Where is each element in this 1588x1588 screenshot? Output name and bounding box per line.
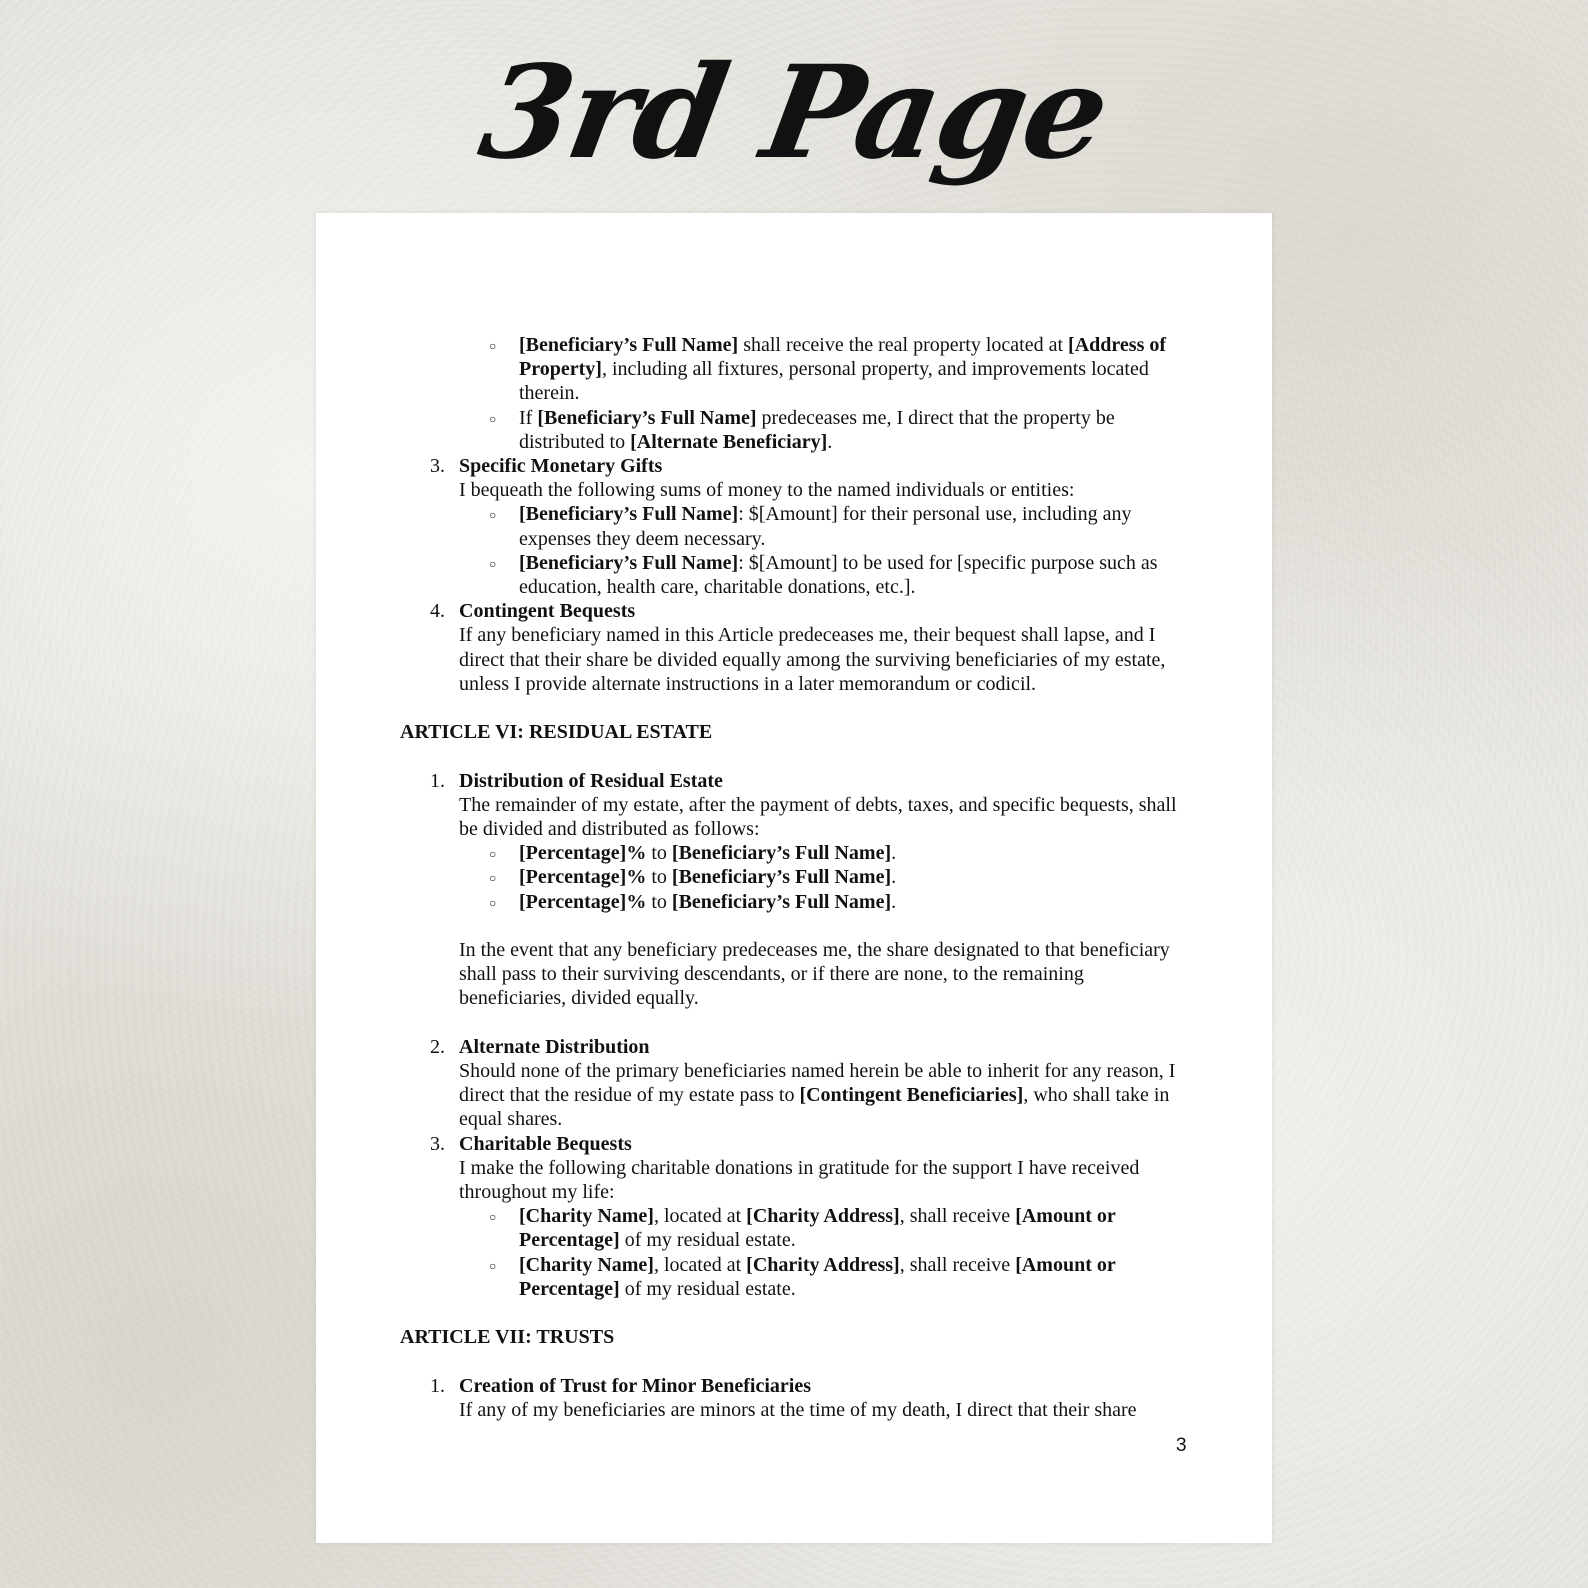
list-item: ○ [Percentage]% to [Beneficiary’s Full Name]. [400, 841, 1190, 865]
list-item: ○ [Percentage]% to [Beneficiary’s Full Name]. [400, 890, 1190, 914]
numbered-item: 4. Contingent Bequests [430, 600, 636, 623]
list-item: ○ [Percentage]% to [Beneficiary’s Full Name]. [400, 865, 1190, 889]
list-item: ○ [Charity Name], located at [Charity Address], shall receive [Amount or Percentage] of my residual estate. [400, 1204, 1190, 1252]
list-item: ○ If [Beneficiary’s Full Name] predeceases me, I direct that the property be distributed to [Alternate Beneficiary]. [400, 406, 1190, 454]
list-item: ○ [Beneficiary’s Full Name]: $[Amount] for their personal use, including any expenses they deem necessary. [400, 502, 1190, 550]
item-text: If any of my beneficiaries are minors at the time of my death, I direct that their share [459, 1398, 1137, 1421]
numbered-item: 3. Specific Monetary Gifts [430, 455, 663, 478]
numbered-item: 1. Creation of Trust for Minor Beneficiaries [430, 1374, 811, 1397]
list-item: ○ [Beneficiary’s Full Name] shall receive the real property located at [Address of Property], including all fixtures, personal property, and improvements located therein. [400, 333, 1190, 406]
numbered-item: 2. Alternate Distribution [430, 1035, 650, 1058]
document-body [400, 333, 1190, 1422]
list-item: ○ [Charity Name], located at [Charity Address], shall receive [Amount or Percentage] of my residual estate. [400, 1253, 1190, 1301]
item-text: If any beneficiary named in this Article predeceases me, their bequest shall lapse, and I direct that their share be divided equally among the surviving beneficiaries of my estate, unless I provide alternate instructions in a later memorandum or codicil. [459, 624, 1166, 695]
item-title: Creation of Trust for Minor Beneficiaries [459, 1374, 811, 1397]
page-number: 3 [1176, 1435, 1187, 1456]
list-item: ○ [Beneficiary’s Full Name]: $[Amount] to be used for [specific purpose such as education, health care, charitable donations, etc.]. [400, 551, 1190, 599]
item-text: The remainder of my estate, after the payment of debts, taxes, and specific bequests, shall be divided and distributed as follows: [459, 793, 1177, 841]
item-text: In the event that any beneficiary predeceases me, the share designated to that beneficiary shall pass to their surviving descendants, or if there are none, to the remaining beneficiaries, divided equally. [459, 939, 1170, 1010]
item-title: Alternate Distribution [459, 1035, 650, 1058]
item-text: I bequeath the following sums of money to the named individuals or entities: [459, 479, 1075, 502]
item-text: Should none of the primary beneficiaries named herein be able to inherit for any reason, I direct that the residue of my estate pass to [Contingent Beneficiaries], who shall take in equal shares. [459, 1060, 1176, 1131]
item-title: Charitable Bequests [459, 1132, 632, 1155]
document-page [316, 213, 1272, 1543]
item-title: Specific Monetary Gifts [459, 455, 663, 478]
numbered-item: 3. Charitable Bequests [430, 1132, 632, 1155]
item-title: Contingent Bequests [459, 600, 636, 623]
article-heading: ARTICLE VI: RESIDUAL ESTATE [400, 721, 713, 744]
item-text: I make the following charitable donations in gratitude for the support I have received throughout my life: [459, 1156, 1140, 1204]
page-heading: 3rd Page [470, 38, 1118, 188]
numbered-item: 1. Distribution of Residual Estate [430, 769, 723, 792]
item-title: Distribution of Residual Estate [459, 769, 723, 792]
article-heading: ARTICLE VII: TRUSTS [400, 1326, 615, 1349]
